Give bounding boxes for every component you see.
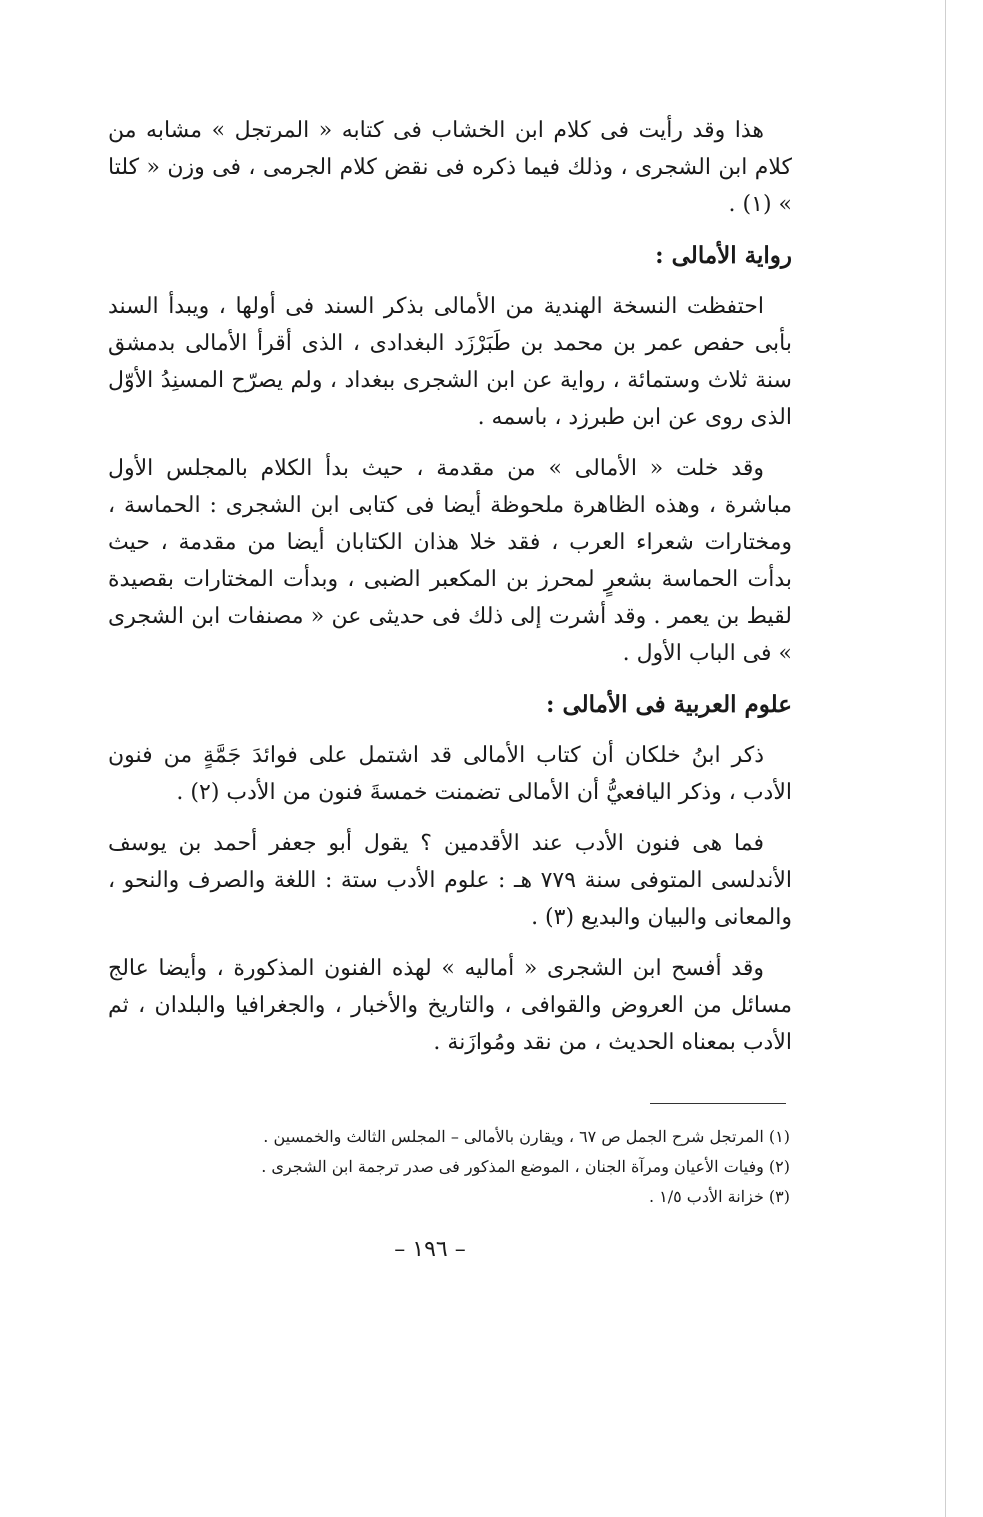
footnote-2: (٢) وفيات الأعيان ومرآة الجنان ، الموضع المذكور فى صدر ترجمة ابن الشجرى .	[261, 1157, 790, 1176]
paragraph-chain: احتفظت النسخة الهندية من الأمالى بذكر السند فى أولها ، ويبدأ السند بأبى حفص عمر بن محمد بن طَبَرْزَد البغدادى ، الذى أقرأ الأمالى بدمشق سنة ثلاث وستمائة ، رواية عن ابن الشجرى ببغداد ، ولم يصرّح المسنِدُ الأوّل الذى روى عن ابن طبرزد ، باسمه .	[108, 294, 792, 430]
page-number: – ١٩٦ –	[394, 1237, 466, 1262]
footnotes	[150, 1122, 790, 1212]
footnote-3: (٣) خزانة الأدب ١/٥ .	[648, 1187, 790, 1206]
heading-amali-narration: رواية الأمالى :	[655, 242, 792, 269]
paragraph-scope: وقد أفسح ابن الشجرى « أماليه » لهذه الفنون المذكورة ، وأيضا عالج مسائل من العروض والقوافى ، والتاريخ والأخبار ، والجغرافيا والبلدان ، ثم الأدب بمعناه الحديث ، من نقد ومُوازَنة .	[108, 956, 792, 1055]
scan-edge-line	[945, 0, 946, 1517]
heading-arabic-sciences: علوم العربية فى الأمالى :	[545, 691, 792, 718]
footnote-separator	[650, 1103, 786, 1104]
footnote-1: (١) المرتجل شرح الجمل ص ٦٧ ، ويقارن بالأمالى – المجلس الثالث والخمسين .	[263, 1127, 790, 1146]
paragraph-intro: هذا وقد رأيت فى كلام ابن الخشاب فى كتابه « المرتجل » مشابه من كلام ابن الشجرى ، وذلك فيما ذكره فى نقض كلام الجرمى ، فى وزن « كلتا » (١) .	[108, 118, 792, 217]
main-text	[108, 112, 792, 1075]
paragraph-ibn-khallikan: ذكر ابنُ خلكان أن كتاب الأمالى قد اشتمل على فوائدَ جَمَّةٍ من فنون الأدب ، وذكر اليافعيُّ أن الأمالى تضمنت خمسةَ فنون من الأدب (٢) .	[108, 743, 792, 805]
paragraph-arts-of-adab: فما هى فنون الأدب عند الأقدمين ؟ يقول أبو جعفر أحمد بن يوسف الأندلسى المتوفى سنة ٧٧٩ هـ : علوم الأدب ستة : اللغة والصرف والنحو ، والمعانى والبيان والبديع (٣) .	[108, 831, 792, 930]
paragraph-no-preface: وقد خلت « الأمالى » من مقدمة ، حيث بدأ الكلام بالمجلس الأول مباشرة ، وهذه الظاهرة ملحوظة أيضا فى كتابى ابن الشجرى : الحماسة ، ومختارات شعراء العرب ، فقد خلا هذان الكتابان أيضا من مقدمة ، حيث بدأت الحماسة بشعرٍ لمحرز بن المكعبر الضبى ، وبدأت المختارات بقصيدة لقيط بن يعمر . وقد أشرت إلى ذلك فى حديثى عن « مصنفات ابن الشجرى » فى الباب الأول .	[108, 456, 793, 666]
